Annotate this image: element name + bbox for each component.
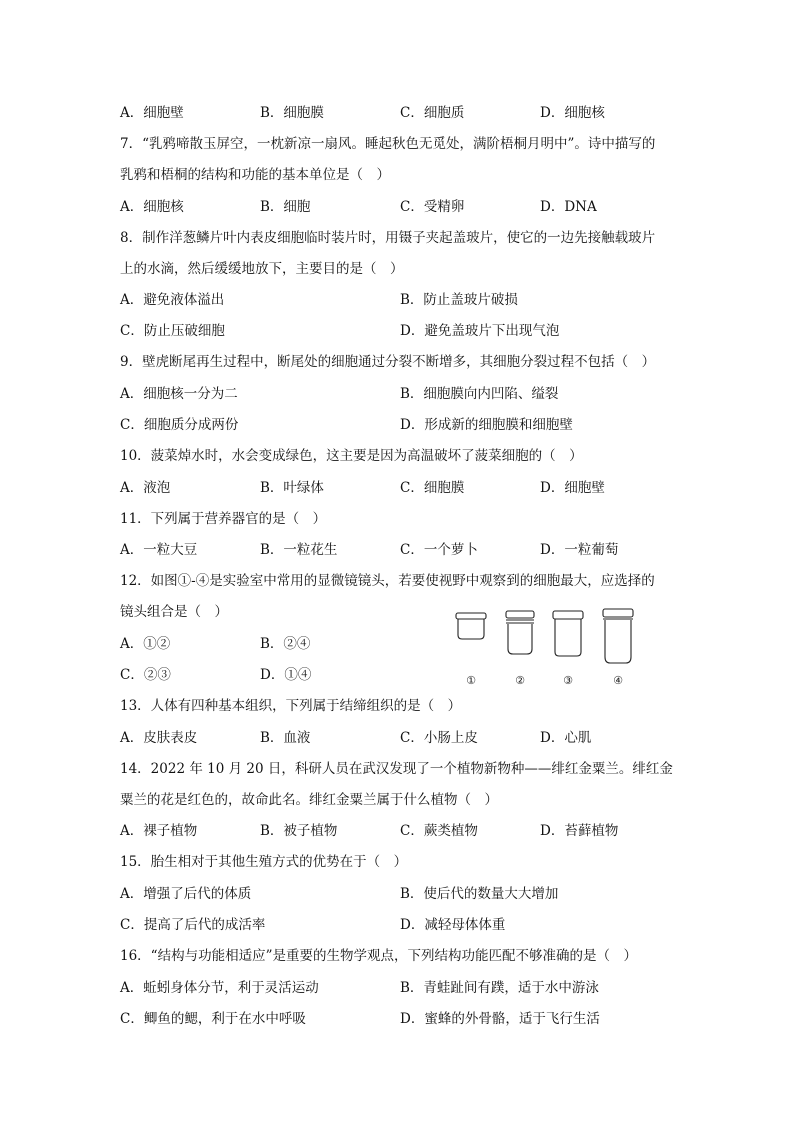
microscope-lens-svg [448,605,648,695]
q6-options [120,104,674,122]
q16-option-b: B．青蛙趾间有蹼，适于水中游泳 [400,980,599,996]
q12-option-d: D．①④ [260,667,312,683]
q11-options [120,541,674,559]
lens-2-icon [506,611,534,654]
lens-label-2: ② [515,674,525,687]
lens-label-1: ① [466,674,476,687]
microscope-lens-figure [448,605,648,695]
q9-option-d: D．形成新的细胞膜和细胞壁 [400,417,573,433]
q16-stem-line1: 16．“结构与功能相适应”是重要的生物学观点，下列结构功能匹配不够准确的是（ ） [120,948,637,964]
q11-option-b: B．一粒花生 [260,542,338,558]
q14-option-a: A．裸子植物 [120,823,198,839]
q8-option-d: D．避免盖玻片下出现气泡 [400,323,560,339]
q14-option-d: D．苔藓植物 [540,823,619,839]
q16-options-row1 [120,979,674,997]
q9-options-row1 [120,385,674,403]
q12-stem-line1: 12．如图①-④是实验室中常用的显微镜镜头，若要使视野中观察到的细胞最大，应选择的 [120,573,655,589]
q13-option-a: A．皮肤表皮 [120,730,198,746]
q6-option-d: D．细胞核 [540,105,605,121]
q8-options-row2 [120,322,674,340]
q8-stem-line1: 8．制作洋葱鳞片叶内表皮细胞临时装片时，用镊子夹起盖玻片，使它的一边先接触载玻片 [120,230,656,246]
q16-option-d: D．蜜蜂的外骨骼，适于飞行生活 [400,1011,600,1027]
q10-stem-line1: 10．菠菜焯水时，水会变成绿色，这主要是因为高温破坏了菠菜细胞的（ ） [120,448,583,464]
q8-option-a: A．避免液体溢出 [120,292,225,308]
q11-option-a: A．一粒大豆 [120,542,198,558]
lens-1-icon [456,613,486,639]
q15-options-row2 [120,916,674,934]
q14-stem-line2: 粟兰的花是红色的，故命此名。绯红金粟兰属于什么植物（ ） [120,792,498,808]
q10-options [120,479,674,497]
q8-option-c: C．防止压破细胞 [120,323,225,339]
q10-option-a: A．液泡 [120,480,171,496]
q14-option-b: B．被子植物 [260,823,338,839]
q14-option-c: C．蕨类植物 [400,823,478,839]
q10-option-b: B．叶绿体 [260,480,324,496]
q7-option-c: C．受精卵 [400,199,465,215]
q15-option-a: A．增强了后代的体质 [120,886,252,902]
q13-options [120,729,674,747]
q9-option-c: C．细胞质分成两份 [120,417,239,433]
q12-stem-line2: 镜头组合是（ ） [120,604,228,620]
lens-label-3: ③ [563,674,573,687]
lens-4-icon [603,609,633,663]
q6-option-b: B．细胞膜 [260,105,324,121]
lens-label-4: ④ [613,674,623,687]
q16-option-a: A．蚯蚓身体分节，利于灵活运动 [120,980,319,996]
q12-option-c: C．②③ [120,667,171,683]
q7-option-a: A．细胞核 [120,199,184,215]
q15-stem-line1: 15．胎生相对于其他生殖方式的优势在于（ ） [120,854,408,870]
q16-option-c: C．鲫鱼的鳃，利于在水中呼吸 [120,1011,306,1027]
q9-option-b: B．细胞膜向内凹陷、缢裂 [400,386,559,402]
q9-stem-line1: 9．壁虎断尾再生过程中，断尾处的细胞通过分裂不断增多，其细胞分裂过程不包括（ ） [120,354,656,370]
q7-stem-line1: 7．“乳鸦啼散玉屏空，一枕新凉一扇风。睡起秋色无觅处，满阶梧桐月明中”。诗中描写的 [120,136,656,152]
q9-options-row2 [120,416,674,434]
q12-options-row1 [120,635,394,653]
q10-option-c: C．细胞膜 [400,480,465,496]
q8-options-row1 [120,291,674,309]
q12-options-row2 [120,666,394,684]
q11-stem-line1: 11．下列属于营养器官的是（ ） [120,511,327,527]
q6-option-a: A．细胞壁 [120,105,184,121]
q15-options-row1 [120,885,674,903]
q12-option-a: A．①② [120,636,171,652]
q7-stem-line2: 乳鸦和梧桐的结构和功能的基本单位是（ ） [120,167,390,183]
q10-option-d: D．细胞壁 [540,480,605,496]
q12-option-b: B．②④ [260,636,311,652]
q11-option-d: D．一粒葡萄 [540,542,619,558]
q15-option-d: D．减轻母体体重 [400,917,506,933]
q14-stem-line1: 14．2022 年 10 月 20 日，科研人员在武汉发现了一个植物新物种——绯红金粟兰。绯红金 [120,761,673,777]
q8-option-b: B．防止盖玻片破损 [400,292,518,308]
q9-option-a: A．细胞核一分为二 [120,386,238,402]
q13-option-c: C．小肠上皮 [400,730,478,746]
q15-option-c: C．提高了后代的成活率 [120,917,266,933]
q6-option-c: C．细胞质 [400,105,465,121]
q14-options [120,822,674,840]
q8-stem-line2: 上的水滴，然后缓缓地放下，主要目的是（ ） [120,261,404,277]
q7-options [120,198,674,216]
q16-options-row2 [120,1010,674,1028]
q11-option-c: C．一个萝卜 [400,542,478,558]
q7-option-b: B．细胞 [260,199,311,215]
q7-option-d: D．DNA [540,199,597,215]
q13-stem-line1: 13．人体有四种基本组织，下列属于结缔组织的是（ ） [120,698,462,714]
q13-option-d: D．心肌 [540,730,592,746]
q13-option-b: B．血液 [260,730,311,746]
lens-3-icon [553,611,583,656]
q15-option-b: B．使后代的数量大大增加 [400,886,559,902]
